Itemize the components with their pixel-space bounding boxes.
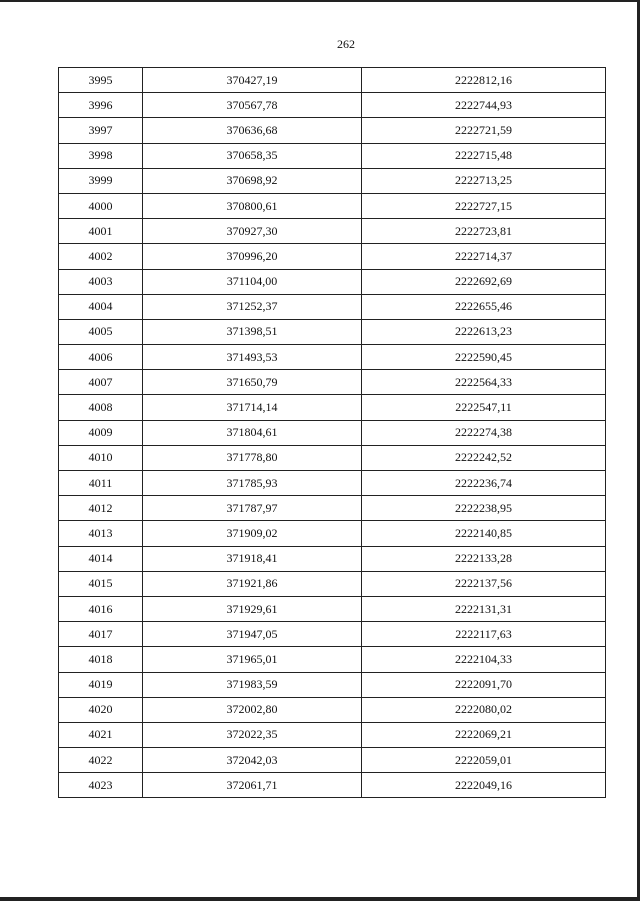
point-number-cell: 4000 — [59, 193, 143, 218]
x-coordinate-cell: 370636,68 — [143, 118, 362, 143]
y-coordinate-cell: 2222655,46 — [362, 294, 606, 319]
point-number-cell: 4006 — [59, 345, 143, 370]
point-number-cell: 4013 — [59, 521, 143, 546]
y-coordinate-cell: 2222274,38 — [362, 420, 606, 445]
y-coordinate-cell: 2222547,11 — [362, 395, 606, 420]
y-coordinate-cell: 2222715,48 — [362, 143, 606, 168]
y-coordinate-cell: 2222091,70 — [362, 672, 606, 697]
x-coordinate-cell: 371787,97 — [143, 496, 362, 521]
y-coordinate-cell: 2222744,93 — [362, 93, 606, 118]
y-coordinate-cell: 2222692,69 — [362, 269, 606, 294]
y-coordinate-cell: 2222104,33 — [362, 647, 606, 672]
y-coordinate-cell: 2222133,28 — [362, 546, 606, 571]
y-coordinate-cell: 2222242,52 — [362, 445, 606, 470]
x-coordinate-cell: 371947,05 — [143, 622, 362, 647]
y-coordinate-cell: 2222812,16 — [362, 68, 606, 93]
x-coordinate-cell: 370567,78 — [143, 93, 362, 118]
x-coordinate-cell: 371252,37 — [143, 294, 362, 319]
y-coordinate-cell: 2222131,31 — [362, 596, 606, 621]
point-number-cell: 3998 — [59, 143, 143, 168]
x-coordinate-cell: 371918,41 — [143, 546, 362, 571]
table-row — [59, 395, 606, 420]
x-coordinate-cell: 370698,92 — [143, 168, 362, 193]
y-coordinate-cell: 2222140,85 — [362, 521, 606, 546]
table-row — [59, 294, 606, 319]
x-coordinate-cell: 371909,02 — [143, 521, 362, 546]
x-coordinate-cell: 370996,20 — [143, 244, 362, 269]
y-coordinate-cell: 2222713,25 — [362, 168, 606, 193]
table-row — [59, 219, 606, 244]
x-coordinate-cell: 372061,71 — [143, 773, 362, 798]
y-coordinate-cell: 2222117,63 — [362, 622, 606, 647]
table-row — [59, 672, 606, 697]
table-row — [59, 546, 606, 571]
point-number-cell: 4008 — [59, 395, 143, 420]
y-coordinate-cell: 2222714,37 — [362, 244, 606, 269]
point-number-cell: 4009 — [59, 420, 143, 445]
table-row — [59, 370, 606, 395]
y-coordinate-cell: 2222564,33 — [362, 370, 606, 395]
point-number-cell: 4007 — [59, 370, 143, 395]
point-number-cell: 3999 — [59, 168, 143, 193]
point-number-cell: 4010 — [59, 445, 143, 470]
x-coordinate-cell: 371965,01 — [143, 647, 362, 672]
scan-edge-top — [0, 0, 640, 2]
y-coordinate-cell: 2222721,59 — [362, 118, 606, 143]
y-coordinate-cell: 2222059,01 — [362, 748, 606, 773]
table-row — [59, 748, 606, 773]
y-coordinate-cell: 2222723,81 — [362, 219, 606, 244]
table-row — [59, 345, 606, 370]
x-coordinate-cell: 371921,86 — [143, 571, 362, 596]
coordinates-table — [58, 67, 606, 798]
table-row — [59, 596, 606, 621]
point-number-cell: 4015 — [59, 571, 143, 596]
point-number-cell: 4021 — [59, 722, 143, 747]
x-coordinate-cell: 372022,35 — [143, 722, 362, 747]
point-number-cell: 3997 — [59, 118, 143, 143]
point-number-cell: 4017 — [59, 622, 143, 647]
table-row — [59, 244, 606, 269]
point-number-cell: 4011 — [59, 471, 143, 496]
y-coordinate-cell: 2222727,15 — [362, 193, 606, 218]
x-coordinate-cell: 370800,61 — [143, 193, 362, 218]
y-coordinate-cell: 2222049,16 — [362, 773, 606, 798]
x-coordinate-cell: 371650,79 — [143, 370, 362, 395]
y-coordinate-cell: 2222069,21 — [362, 722, 606, 747]
point-number-cell: 4001 — [59, 219, 143, 244]
point-number-cell: 4016 — [59, 596, 143, 621]
page-number: 262 — [337, 37, 355, 51]
x-coordinate-cell: 372002,80 — [143, 697, 362, 722]
x-coordinate-cell: 370658,35 — [143, 143, 362, 168]
point-number-cell: 4022 — [59, 748, 143, 773]
point-number-cell: 4020 — [59, 697, 143, 722]
table-row — [59, 521, 606, 546]
table-row — [59, 420, 606, 445]
x-coordinate-cell: 371983,59 — [143, 672, 362, 697]
x-coordinate-cell: 371804,61 — [143, 420, 362, 445]
point-number-cell: 4003 — [59, 269, 143, 294]
x-coordinate-cell: 370927,30 — [143, 219, 362, 244]
table-row — [59, 68, 606, 93]
point-number-cell: 4023 — [59, 773, 143, 798]
y-coordinate-cell: 2222080,02 — [362, 697, 606, 722]
table-row — [59, 571, 606, 596]
table-row — [59, 722, 606, 747]
x-coordinate-cell: 371929,61 — [143, 596, 362, 621]
y-coordinate-cell: 2222613,23 — [362, 319, 606, 344]
coordinates-table-body — [59, 68, 606, 798]
point-number-cell: 3995 — [59, 68, 143, 93]
point-number-cell: 4012 — [59, 496, 143, 521]
point-number-cell: 4018 — [59, 647, 143, 672]
point-number-cell: 4005 — [59, 319, 143, 344]
table-row — [59, 168, 606, 193]
x-coordinate-cell: 370427,19 — [143, 68, 362, 93]
y-coordinate-cell: 2222236,74 — [362, 471, 606, 496]
x-coordinate-cell: 371778,80 — [143, 445, 362, 470]
x-coordinate-cell: 371104,00 — [143, 269, 362, 294]
table-row — [59, 471, 606, 496]
y-coordinate-cell: 2222590,45 — [362, 345, 606, 370]
table-row — [59, 697, 606, 722]
y-coordinate-cell: 2222238,95 — [362, 496, 606, 521]
table-row — [59, 143, 606, 168]
table-row — [59, 622, 606, 647]
x-coordinate-cell: 371398,51 — [143, 319, 362, 344]
table-row — [59, 319, 606, 344]
point-number-cell: 4002 — [59, 244, 143, 269]
x-coordinate-cell: 372042,03 — [143, 748, 362, 773]
table-row — [59, 93, 606, 118]
table-row — [59, 193, 606, 218]
table-row — [59, 773, 606, 798]
scan-edge-bottom — [0, 897, 640, 901]
x-coordinate-cell: 371493,53 — [143, 345, 362, 370]
table-row — [59, 496, 606, 521]
table-row — [59, 118, 606, 143]
x-coordinate-cell: 371785,93 — [143, 471, 362, 496]
table-row — [59, 647, 606, 672]
table-row — [59, 445, 606, 470]
point-number-cell: 4014 — [59, 546, 143, 571]
table-row — [59, 269, 606, 294]
point-number-cell: 3996 — [59, 93, 143, 118]
point-number-cell: 4019 — [59, 672, 143, 697]
x-coordinate-cell: 371714,14 — [143, 395, 362, 420]
y-coordinate-cell: 2222137,56 — [362, 571, 606, 596]
point-number-cell: 4004 — [59, 294, 143, 319]
